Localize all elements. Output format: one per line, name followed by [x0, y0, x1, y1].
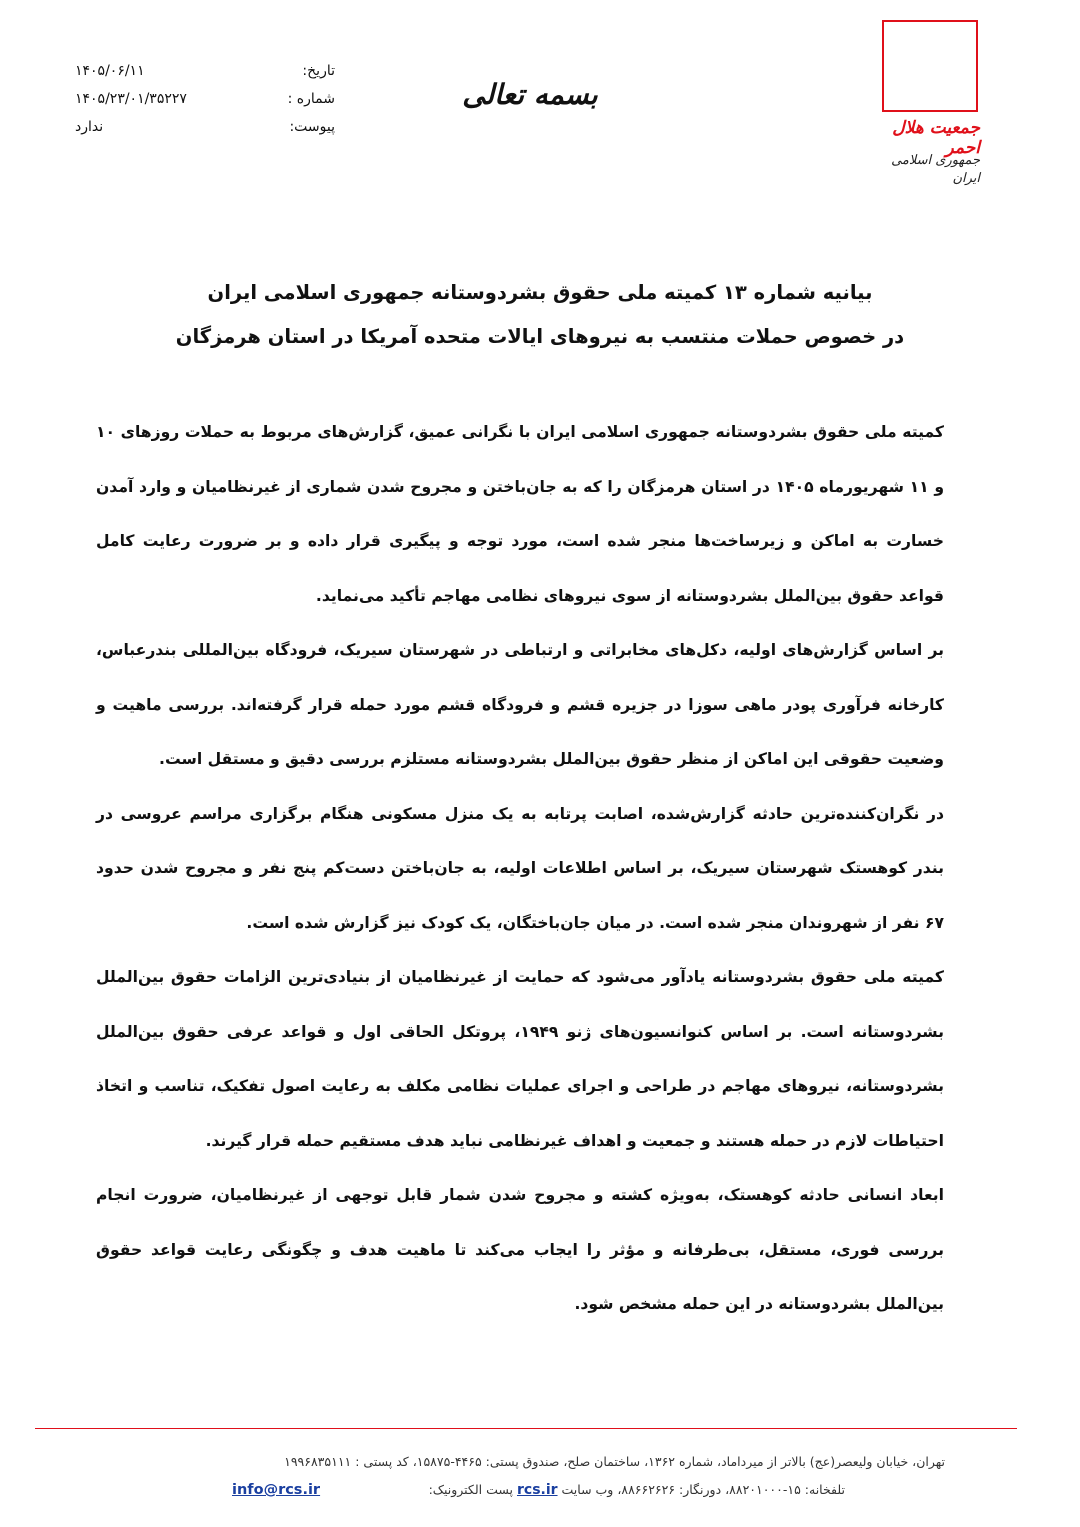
number-label: شماره : [287, 91, 335, 107]
footer-address: تهران، خیابان ولیعصر(عج) بالاتر از میرداماد، شماره ۱۳۶۲، ساختمان صلح، صندوق پستی: ۴۴۶۵-۱۵۸۷۵، کد پستی : ۱۹۹۶۸۳۵۱۱۱ [284, 1454, 945, 1469]
statement-title-line1: بیانیه شماره ۱۳ کمیته ملی حقوق بشردوستانه جمهوری اسلامی ایران [207, 281, 873, 304]
paragraph: کمیته ملی حقوق بشردوستانه جمهوری اسلامی ایران با نگرانی عمیق، گزارش‌های مربوط به حملات روزهای ۱۰ و ۱۱ شهریورماه ۱۴۰۵ در استان هرمزگان را که به جان‌باختن و مجروح شدن شماری از غیرنظامیان و وارد آمدن خسارت به اماکن و زیرساخت‌ها منجر شده است، مورد توجه و پیگیری قرار داده و بر ضرورت رعایت کامل قواعد حقوق بین‌الملل بشردوستانه از سوی نیروهای نظامی مهاجم تأکید می‌نماید. [96, 423, 945, 605]
statement-title-line2: در خصوص حملات منتسب به نیروهای ایالات متحده آمریکا در استان هرمزگان [175, 325, 905, 348]
statement-body [96, 405, 944, 1332]
number-value: ۱۴۰۵/۲۳/۰۱/۳۵۲۲۷ [75, 91, 187, 107]
red-crescent-logo [882, 20, 978, 112]
attachment-row [75, 116, 335, 138]
email-label: پست الکترونیک: [428, 1482, 513, 1497]
paragraph: بر اساس گزارش‌های اولیه، دکل‌های مخابراتی و ارتباطی در شهرستان سیریک، فرودگاه بین‌المللی بندرعباس، کارخانه فرآوری پودر ماهی سوزا در جزیره قشم و فرودگاه قشم مورد حمله قرار گرفته‌اند. بررسی ماهیت و وضعیت حقوقی این اماکن از منظر حقوق بین‌الملل بشردوستانه مستلزم بررسی دقیق و مستقل است. [96, 641, 944, 768]
red-crescent-icon [884, 22, 976, 110]
footer-divider [35, 1428, 1017, 1429]
attachment-value: ندارد [75, 119, 104, 135]
date-row [75, 60, 335, 82]
paragraph: ابعاد انسانی حادثه کوهستک، به‌ویژه کشته و مجروح شدن شمار قابل توجهی از غیرنظامیان، ضرورت انجام بررسی فوری، مستقل، بی‌طرفانه و مؤثر را ایجاب می‌کند تا ماهیت هدف و چگونگی رعایت قواعد حقوق بین‌الملل بشردوستانه در این حمله مشخص شود. [96, 1186, 944, 1313]
number-row [75, 88, 335, 110]
email-link[interactable]: info@rcs.ir [232, 1482, 321, 1498]
footer-phone-text: تلفخانه: ۱۵-۸۸۲۰۱۰۰۰، دورنگار: ۸۸۶۶۲۶۲۶، وب سایت [561, 1482, 845, 1497]
date-value: ۱۴۰۵/۰۶/۱۱ [75, 63, 145, 79]
paragraph: در نگران‌کننده‌ترین حادثه گزارش‌شده، اصابت پرتابه به یک منزل مسکونی هنگام برگزاری مراسم عروسی در بندر کوهستک شهرستان سیریک، بر اساس اطلاعات اولیه، به جان‌باختن دست‌کم پنج نفر و مجروح شدن حدود ۶۷ نفر از شهروندان منجر شده است. در میان جان‌باختگان، یک کودک نیز گزارش شده است. [96, 804, 944, 932]
org-subtitle: جمهوری اسلامی ایران [891, 153, 980, 186]
date-label: تاریخ: [302, 63, 335, 79]
org-name: جمعیت هلال احمر [892, 118, 980, 158]
invocation-text: بسمه تعالی [462, 78, 598, 111]
footer-contact [100, 1480, 845, 1500]
website-link[interactable]: rcs.ir [516, 1482, 558, 1498]
attachment-label: پیوست: [289, 119, 335, 135]
paragraph: کمیته ملی حقوق بشردوستانه یادآور می‌شود که حمایت از غیرنظامیان از بنیادی‌ترین الزامات حقوق بین‌الملل بشردوستانه است. بر اساس کنوانسیون‌های ژنو ۱۹۴۹، پروتکل الحاقی اول و قواعد عرفی حقوق بین‌الملل بشردوستانه، نیروهای مهاجم در طراحی و اجرای عملیات نظامی مکلف به رعایت اصول تفکیک، تناسب و اتخاذ احتیاطات لازم در حمله هستند و جمعیت و اهداف غیرنظامی نباید هدف مستقیم حمله قرار گیرند. [96, 968, 944, 1150]
